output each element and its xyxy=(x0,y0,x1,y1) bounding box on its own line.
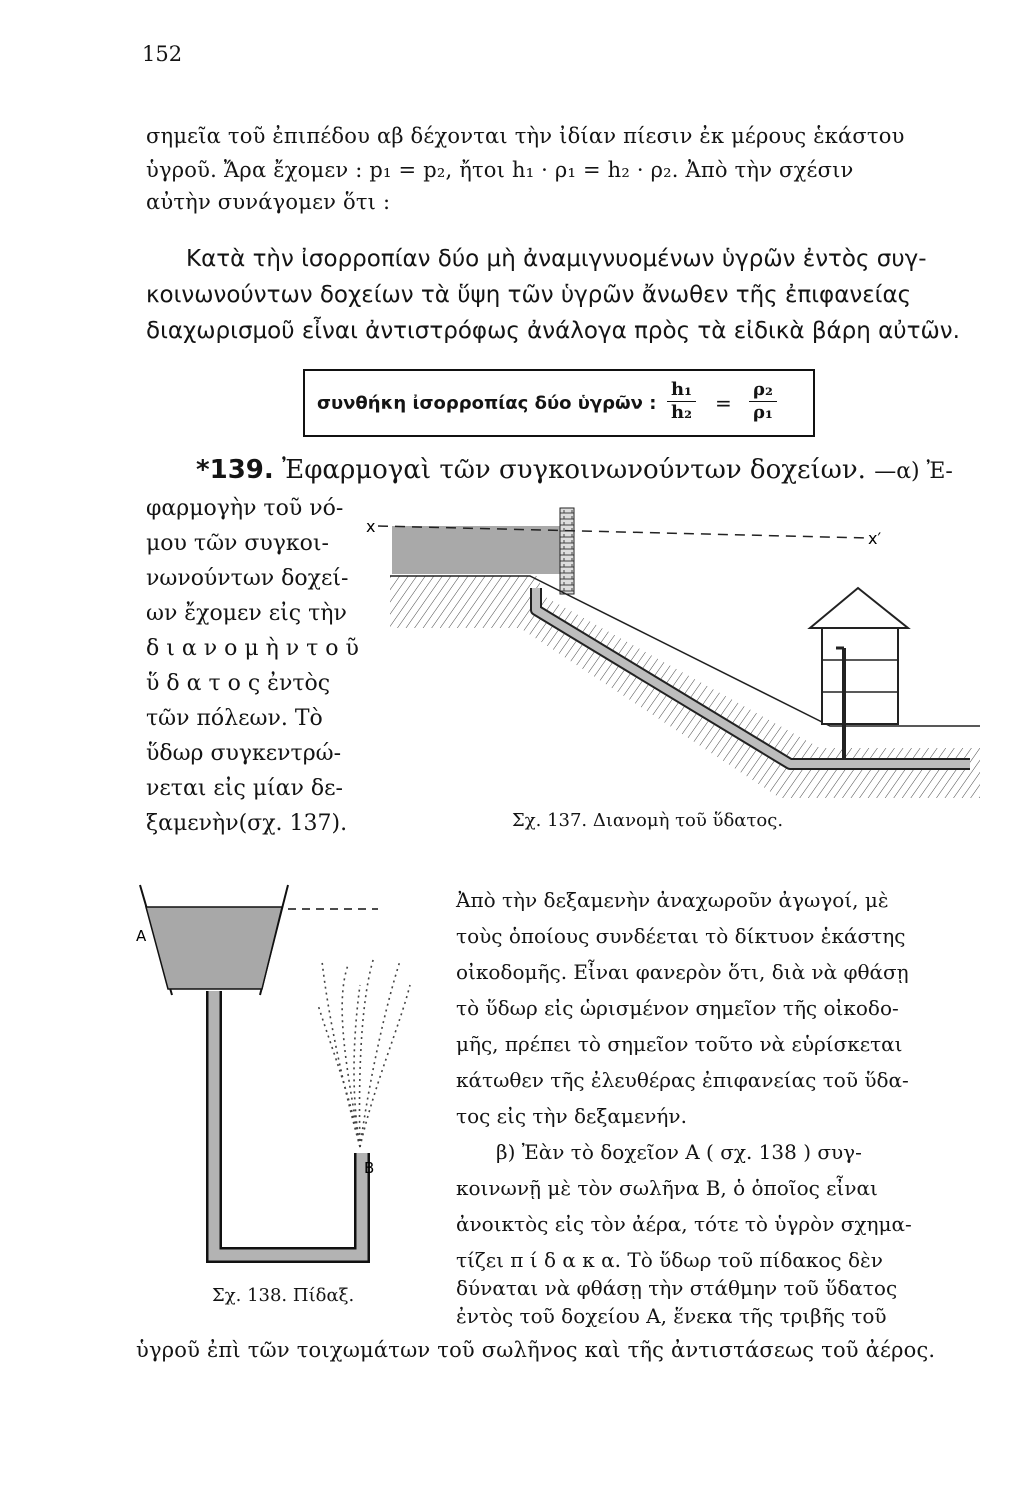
section-number: *139. xyxy=(196,455,274,485)
u-tube xyxy=(214,991,362,1255)
label-a: A xyxy=(136,927,147,945)
column-line: κάτωθεν τῆς ἐλευθέρας ἐπιφανείας τοῦ ὕδα- xyxy=(456,1068,909,1092)
column-line: φαρμογὴν τοῦ νό- xyxy=(146,496,344,521)
reservoir-water xyxy=(392,526,564,574)
figure-138-caption: Σχ. 138. Πίδαξ. xyxy=(212,1285,355,1306)
figure-137-water-distribution xyxy=(360,498,980,808)
law-line: διαχωρισμοῦ εἶναι ἀντιστρόφως ἀνάλογα πρὸς τὰ εἰδικὰ βάρη αὐτῶν. xyxy=(146,318,960,344)
equals-sign: = xyxy=(715,391,732,415)
fraction-rho-numerator: ρ₂ xyxy=(749,379,777,402)
figure-138-fountain xyxy=(138,885,388,1270)
column-line: ἀνοικτὸς εἰς τὸν ἀέρα, τότε τὸ ὑγρὸν σχημα- xyxy=(456,1212,912,1236)
formula-label: συνθήκη ἰσορροπίας δύο ὑγρῶν : xyxy=(317,393,657,414)
column-line: ὕδωρ συγκεντρώ- xyxy=(146,741,342,766)
law-line: κοινωνούντων δοχείων τὰ ὕψη τῶν ὑγρῶν ἄνωθεν τῆς ἐπιφανείας xyxy=(146,282,912,308)
column-line: νεται εἰς μίαν δε- xyxy=(146,776,343,801)
reservoir-wall xyxy=(560,508,574,594)
column-line: τος εἰς τὴν δεξαμενήν. xyxy=(456,1104,687,1128)
column-line: τῶν πόλεων. Τὸ xyxy=(146,706,323,731)
column-line: κοινωνῇ μὲ τὸν σωλῆνα B, ὁ ὁποῖος εἶναι xyxy=(456,1176,878,1200)
column-line: νωνούντων δοχεί- xyxy=(146,566,349,591)
column-line: δύναται νὰ φθάσῃ τὴν στάθμην τοῦ ὕδατος xyxy=(456,1276,898,1300)
column-line: ων ἔχομεν εἰς τὴν xyxy=(146,601,347,626)
fraction-h-numerator: h₁ xyxy=(667,379,696,402)
fountain-spray xyxy=(318,957,410,1147)
law-line: Κατὰ τὴν ἰσορροπίαν δύο μὴ ἀναμιγνυομένων ὑγρῶν ἐντὸς συγ- xyxy=(186,246,927,272)
column-line: Ἀπὸ τὴν δεξαμενὴν ἀναχωροῦν ἀγωγοί, μὲ xyxy=(456,888,889,912)
column-line: μῆς, πρέπει τὸ σημεῖον τοῦτο νὰ εὑρίσκεται xyxy=(456,1032,903,1056)
intro-line: αὐτὴν συνάγομεν ὅτι : xyxy=(146,190,391,214)
section-heading xyxy=(196,455,953,485)
fraction-rho-denominator: ρ₁ xyxy=(753,402,773,423)
column-line: τὸ ὕδωρ εἰς ὡρισμένον σημεῖον τῆς οἰκοδο- xyxy=(456,996,899,1020)
intro-line: ὑγροῦ. Ἄρα ἔχομεν : p₁ = p₂, ἤτοι h₁ · ρ₁ = h₂ · ρ₂. Ἀπὸ τὴν σχέσιν xyxy=(146,158,854,182)
column-line: τοὺς ὁποίους συνδέεται τὸ δίκτυον ἑκάστης xyxy=(456,924,906,948)
column-line: ξαμενὴν(σχ. 137). xyxy=(146,811,348,836)
house-roof xyxy=(810,588,908,628)
label-x: x xyxy=(366,517,376,536)
section-title: Ἐφαρμογαὶ τῶν συγκοινωνούντων δοχείων. xyxy=(282,455,866,485)
intro-line: σημεῖα τοῦ ἐπιπέδου αβ δέχονται τὴν ἰδίαν πίεσιν ἐκ μέρους ἑκάστου xyxy=(146,124,905,148)
label-x-prime: x′ xyxy=(868,529,882,548)
column-line: ὕ δ α τ ο ς ἐντὸς xyxy=(146,671,331,696)
house-body xyxy=(822,628,898,724)
column-line: ἐντὸς τοῦ δοχείου A, ἕνεκα τῆς τριβῆς τοῦ xyxy=(456,1304,887,1328)
label-b: B xyxy=(364,1159,375,1177)
fraction-rho xyxy=(749,379,777,424)
fraction-h xyxy=(667,379,696,424)
formula-box xyxy=(303,369,815,437)
final-line: ὑγροῦ ἐπὶ τῶν τοιχωμάτων τοῦ σωλῆνος καὶ τῆς ἀντιστάσεως τοῦ ἀέρος. xyxy=(136,1338,936,1362)
figure-137-caption: Σχ. 137. Διανομὴ τοῦ ὕδατος. xyxy=(512,810,784,831)
container-water xyxy=(146,907,282,989)
fraction-h-denominator: h₂ xyxy=(671,402,692,423)
column-line: δ ι α ν ο μ ὴ ν τ ο ῦ xyxy=(146,636,359,661)
column-line: β) Ἐὰν τὸ δοχεῖον A ( σχ. 138 ) συγ- xyxy=(496,1140,862,1164)
section-tail: —α) Ἐ- xyxy=(874,459,953,484)
column-line: μου τῶν συγκοι- xyxy=(146,531,329,556)
column-line: τίζει π ί δ α κ α. Τὸ ὕδωρ τοῦ πίδακος δὲν xyxy=(456,1248,883,1272)
page-number: 152 xyxy=(142,42,183,66)
column-line: οἰκοδομῆς. Εἶναι φανερὸν ὅτι, διὰ νὰ φθάσῃ xyxy=(456,960,909,984)
